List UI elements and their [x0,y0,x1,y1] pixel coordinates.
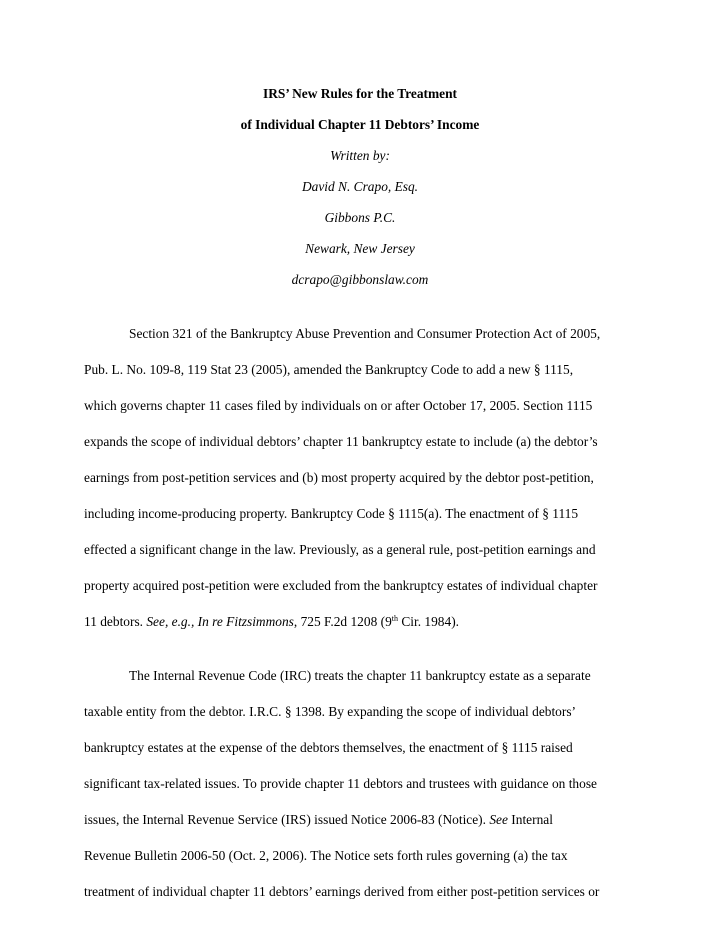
paragraph-line: earnings from post-petition services and (b) most property acquired by the debtor post-petition, [84,470,594,485]
notice-text: issues, the Internal Revenue Service (IRS) issued Notice 2006-83 (Notice). [84,812,490,827]
paragraph-line: Pub. L. No. 109-8, 119 Stat 23 (2005), amended the Bankruptcy Code to add a new § 1115, [84,362,574,377]
see-signal: See [489,812,508,827]
title-line-1: IRS’ New Rules for the Treatment [262,86,457,101]
paragraph-line: Section 321 of the Bankruptcy Abuse Prevention and Consumer Protection Act of 2005, [129,326,601,341]
paragraph-line: property acquired post-petition were excluded from the bankruptcy estates of individual chapter [84,578,598,593]
citation-lead: 11 debtors. [84,614,147,629]
paragraph-line: bankruptcy estates at the expense of the debtors themselves, the enactment of § 1115 raised [84,740,573,755]
paragraph-line: Revenue Bulletin 2006-50 (Oct. 2, 2006). The Notice sets forth rules governing (a) the tax [84,848,568,863]
paragraph-line: taxable entity from the debtor. I.R.C. § 1398. By expanding the scope of individual debtors’ [84,704,577,719]
paragraph-line: significant tax-related issues. To provide chapter 11 debtors and trustees with guidance on those [84,776,597,791]
bulletin-lead: Internal [507,812,553,827]
firm-location: Newark, New Jersey [305,241,415,256]
written-by-label: Written by: [330,148,390,163]
citation-court: Cir. 1984). [398,614,460,629]
paragraph-line: The Internal Revenue Code (IRC) treats the chapter 11 bankruptcy estate as a separate [129,668,591,683]
ordinal-suffix: th [391,614,398,623]
case-citation: See, e.g., In re Fitzsimmons [146,614,294,629]
paragraph-line-citation [84,614,644,630]
paragraph-line: which governs chapter 11 cases filed by individuals on or after October 17, 2005. Section 1115 [84,398,593,413]
paragraph-line: effected a significant change in the law. Previously, as a general rule, post-petition earnings and [84,542,596,557]
paragraph-line: expands the scope of individual debtors’ chapter 11 bankruptcy estate to include (a) the debtor’s [84,434,598,449]
author-name: David N. Crapo, Esq. [301,179,419,194]
title-line-2: of Individual Chapter 11 Debtors’ Income [240,117,480,132]
paragraph-line-see [84,812,644,828]
citation-reporter: , 725 F.2d 1208 (9 [293,614,392,629]
author-email: dcrapo@gibbonslaw.com [291,272,429,287]
paragraph-line: including income-producing property. Bankruptcy Code § 1115(a). The enactment of § 1115 [84,506,579,521]
paragraph-line: treatment of individual chapter 11 debtors’ earnings derived from either post-petition services or [84,884,600,899]
firm-name: Gibbons P.C. [324,210,396,225]
